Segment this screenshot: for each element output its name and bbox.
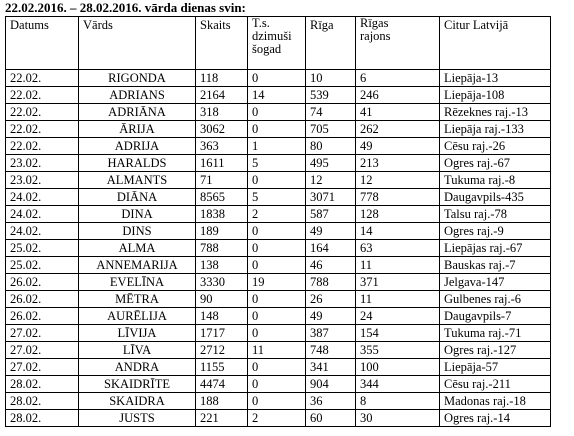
header-vards: Vārds bbox=[79, 17, 196, 70]
cell-name: EVELĪNA bbox=[79, 274, 196, 291]
cell-date: 22.02. bbox=[6, 121, 79, 138]
cell-riga: 748 bbox=[306, 342, 356, 359]
cell-name: JUSTS bbox=[79, 410, 196, 427]
table-header-row bbox=[6, 17, 551, 70]
cell-born: 19 bbox=[248, 274, 306, 291]
cell-date: 22.02. bbox=[6, 87, 79, 104]
header-elsewhere: Citur Latvijā bbox=[440, 17, 551, 70]
cell-district: 8 bbox=[356, 393, 440, 410]
cell-district: 154 bbox=[356, 325, 440, 342]
cell-elsewhere: Ogres raj.-9 bbox=[440, 223, 551, 240]
header-datums: Datums bbox=[6, 17, 79, 70]
cell-elsewhere: Ogres raj.-14 bbox=[440, 410, 551, 427]
cell-date: 25.02. bbox=[6, 257, 79, 274]
cell-count: 138 bbox=[196, 257, 248, 274]
cell-count: 1838 bbox=[196, 206, 248, 223]
header-district-line2: rajons bbox=[360, 29, 391, 43]
cell-date: 22.02. bbox=[6, 104, 79, 121]
table-row bbox=[6, 291, 551, 308]
cell-count: 4474 bbox=[196, 376, 248, 393]
cell-riga: 49 bbox=[306, 308, 356, 325]
cell-date: 26.02. bbox=[6, 274, 79, 291]
cell-district: 24 bbox=[356, 308, 440, 325]
cell-born: 5 bbox=[248, 155, 306, 172]
cell-district: 63 bbox=[356, 240, 440, 257]
cell-riga: 3071 bbox=[306, 189, 356, 206]
cell-born: 11 bbox=[248, 342, 306, 359]
cell-count: 221 bbox=[196, 410, 248, 427]
cell-riga: 788 bbox=[306, 274, 356, 291]
cell-date: 28.02. bbox=[6, 376, 79, 393]
cell-name: ĀRIJA bbox=[79, 121, 196, 138]
cell-count: 318 bbox=[196, 104, 248, 121]
table-row bbox=[6, 240, 551, 257]
cell-count: 788 bbox=[196, 240, 248, 257]
table-row bbox=[6, 104, 551, 121]
cell-born: 0 bbox=[248, 376, 306, 393]
cell-born: 0 bbox=[248, 172, 306, 189]
cell-date: 24.02. bbox=[6, 189, 79, 206]
header-born-line1: T.s. bbox=[252, 16, 270, 30]
cell-riga: 164 bbox=[306, 240, 356, 257]
cell-count: 2712 bbox=[196, 342, 248, 359]
cell-name: RIGONDA bbox=[79, 70, 196, 87]
cell-district: 41 bbox=[356, 104, 440, 121]
table-body bbox=[6, 70, 551, 427]
cell-district: 6 bbox=[356, 70, 440, 87]
cell-district: 11 bbox=[356, 257, 440, 274]
cell-date: 25.02. bbox=[6, 240, 79, 257]
cell-riga: 74 bbox=[306, 104, 356, 121]
cell-elsewhere: Madonas raj.-18 bbox=[440, 393, 551, 410]
cell-date: 27.02. bbox=[6, 359, 79, 376]
cell-name: LĪVA bbox=[79, 342, 196, 359]
cell-count: 1717 bbox=[196, 325, 248, 342]
cell-born: 5 bbox=[248, 189, 306, 206]
cell-elsewhere: Bauskas raj.-7 bbox=[440, 257, 551, 274]
header-district-line1: Rīgas bbox=[360, 16, 389, 30]
table-row bbox=[6, 274, 551, 291]
cell-name: ADRIJA bbox=[79, 138, 196, 155]
cell-elsewhere: Liepāja-108 bbox=[440, 87, 551, 104]
cell-count: 189 bbox=[196, 223, 248, 240]
page-title: 22.02.2016. – 28.02.2016. vārda dienas svin: bbox=[5, 0, 246, 15]
cell-born: 0 bbox=[248, 104, 306, 121]
cell-riga: 10 bbox=[306, 70, 356, 87]
cell-count: 1611 bbox=[196, 155, 248, 172]
cell-born: 0 bbox=[248, 257, 306, 274]
cell-born: 0 bbox=[248, 223, 306, 240]
cell-born: 0 bbox=[248, 359, 306, 376]
cell-district: 30 bbox=[356, 410, 440, 427]
cell-date: 23.02. bbox=[6, 172, 79, 189]
header-born-line3: šogad bbox=[252, 42, 282, 56]
cell-district: 371 bbox=[356, 274, 440, 291]
cell-date: 26.02. bbox=[6, 308, 79, 325]
cell-date: 22.02. bbox=[6, 70, 79, 87]
cell-district: 100 bbox=[356, 359, 440, 376]
cell-name: LĪVIJA bbox=[79, 325, 196, 342]
cell-riga: 341 bbox=[306, 359, 356, 376]
table-row bbox=[6, 223, 551, 240]
cell-count: 71 bbox=[196, 172, 248, 189]
cell-count: 363 bbox=[196, 138, 248, 155]
cell-elsewhere: Cēsu raj.-211 bbox=[440, 376, 551, 393]
table-row bbox=[6, 155, 551, 172]
cell-district: 355 bbox=[356, 342, 440, 359]
cell-date: 22.02. bbox=[6, 138, 79, 155]
cell-district: 11 bbox=[356, 291, 440, 308]
cell-date: 28.02. bbox=[6, 410, 79, 427]
table-row bbox=[6, 206, 551, 223]
cell-riga: 49 bbox=[306, 223, 356, 240]
cell-name: ALMANTS bbox=[79, 172, 196, 189]
table-row bbox=[6, 257, 551, 274]
name-day-table bbox=[5, 16, 551, 427]
cell-born: 0 bbox=[248, 325, 306, 342]
cell-born: 1 bbox=[248, 138, 306, 155]
cell-elsewhere: Liepāja-13 bbox=[440, 70, 551, 87]
cell-district: 14 bbox=[356, 223, 440, 240]
cell-name: ANDRA bbox=[79, 359, 196, 376]
table-row bbox=[6, 87, 551, 104]
cell-date: 26.02. bbox=[6, 291, 79, 308]
cell-name: DINS bbox=[79, 223, 196, 240]
table-row bbox=[6, 138, 551, 155]
cell-riga: 46 bbox=[306, 257, 356, 274]
cell-district: 213 bbox=[356, 155, 440, 172]
cell-riga: 60 bbox=[306, 410, 356, 427]
header-born-line2: dzimuši bbox=[252, 29, 292, 43]
cell-elsewhere: Talsu raj.-78 bbox=[440, 206, 551, 223]
table-row bbox=[6, 189, 551, 206]
table-row bbox=[6, 359, 551, 376]
cell-district: 262 bbox=[356, 121, 440, 138]
cell-name: ADRIANS bbox=[79, 87, 196, 104]
cell-name: DIĀNA bbox=[79, 189, 196, 206]
cell-date: 24.02. bbox=[6, 223, 79, 240]
header-skaits: Skaits bbox=[196, 17, 248, 70]
cell-district: 344 bbox=[356, 376, 440, 393]
cell-born: 2 bbox=[248, 206, 306, 223]
cell-born: 0 bbox=[248, 70, 306, 87]
cell-elsewhere: Gulbenes raj.-6 bbox=[440, 291, 551, 308]
cell-riga: 495 bbox=[306, 155, 356, 172]
cell-riga: 587 bbox=[306, 206, 356, 223]
table-row bbox=[6, 376, 551, 393]
cell-count: 148 bbox=[196, 308, 248, 325]
cell-riga: 539 bbox=[306, 87, 356, 104]
cell-riga: 80 bbox=[306, 138, 356, 155]
cell-date: 27.02. bbox=[6, 342, 79, 359]
cell-elsewhere: Liepāja raj.-133 bbox=[440, 121, 551, 138]
cell-count: 188 bbox=[196, 393, 248, 410]
table-row bbox=[6, 172, 551, 189]
cell-born: 0 bbox=[248, 121, 306, 138]
table-row bbox=[6, 342, 551, 359]
cell-date: 23.02. bbox=[6, 155, 79, 172]
cell-name: DINA bbox=[79, 206, 196, 223]
cell-elsewhere: Ogres raj.-67 bbox=[440, 155, 551, 172]
cell-born: 14 bbox=[248, 87, 306, 104]
cell-district: 778 bbox=[356, 189, 440, 206]
header-riga-district bbox=[356, 17, 440, 70]
table-row bbox=[6, 393, 551, 410]
cell-elsewhere: Rēzeknes raj.-13 bbox=[440, 104, 551, 121]
cell-riga: 387 bbox=[306, 325, 356, 342]
cell-elsewhere: Tukuma raj.-8 bbox=[440, 172, 551, 189]
cell-district: 128 bbox=[356, 206, 440, 223]
header-born-this-year bbox=[248, 17, 306, 70]
cell-riga: 26 bbox=[306, 291, 356, 308]
cell-count: 1155 bbox=[196, 359, 248, 376]
cell-elsewhere: Tukuma raj.-71 bbox=[440, 325, 551, 342]
cell-born: 0 bbox=[248, 240, 306, 257]
cell-district: 12 bbox=[356, 172, 440, 189]
cell-date: 24.02. bbox=[6, 206, 79, 223]
cell-name: ANNEMARIJA bbox=[79, 257, 196, 274]
cell-date: 27.02. bbox=[6, 325, 79, 342]
cell-count: 3062 bbox=[196, 121, 248, 138]
cell-name: ALMA bbox=[79, 240, 196, 257]
cell-born: 0 bbox=[248, 393, 306, 410]
cell-elsewhere: Ogres raj.-127 bbox=[440, 342, 551, 359]
cell-count: 8565 bbox=[196, 189, 248, 206]
table-row bbox=[6, 70, 551, 87]
cell-name: ADRIĀNA bbox=[79, 104, 196, 121]
cell-born: 0 bbox=[248, 308, 306, 325]
cell-name: MĒTRA bbox=[79, 291, 196, 308]
table-row bbox=[6, 121, 551, 138]
cell-date: 28.02. bbox=[6, 393, 79, 410]
cell-elsewhere: Liepāja-57 bbox=[440, 359, 551, 376]
cell-elsewhere: Cēsu raj.-26 bbox=[440, 138, 551, 155]
cell-name: SKAIDRĪTE bbox=[79, 376, 196, 393]
header-riga: Rīga bbox=[306, 17, 356, 70]
cell-born: 2 bbox=[248, 410, 306, 427]
cell-elsewhere: Daugavpils-7 bbox=[440, 308, 551, 325]
cell-riga: 12 bbox=[306, 172, 356, 189]
cell-count: 2164 bbox=[196, 87, 248, 104]
cell-count: 118 bbox=[196, 70, 248, 87]
cell-elsewhere: Liepājas raj.-67 bbox=[440, 240, 551, 257]
cell-district: 49 bbox=[356, 138, 440, 155]
cell-riga: 904 bbox=[306, 376, 356, 393]
cell-count: 3330 bbox=[196, 274, 248, 291]
cell-name: HARALDS bbox=[79, 155, 196, 172]
cell-elsewhere: Jelgava-147 bbox=[440, 274, 551, 291]
cell-count: 90 bbox=[196, 291, 248, 308]
cell-elsewhere: Daugavpils-435 bbox=[440, 189, 551, 206]
cell-name: AURĒLIJA bbox=[79, 308, 196, 325]
table-row bbox=[6, 308, 551, 325]
cell-riga: 36 bbox=[306, 393, 356, 410]
cell-born: 0 bbox=[248, 291, 306, 308]
table-row bbox=[6, 325, 551, 342]
cell-name: SKAIDRA bbox=[79, 393, 196, 410]
table-row bbox=[6, 410, 551, 427]
cell-district: 246 bbox=[356, 87, 440, 104]
cell-riga: 705 bbox=[306, 121, 356, 138]
